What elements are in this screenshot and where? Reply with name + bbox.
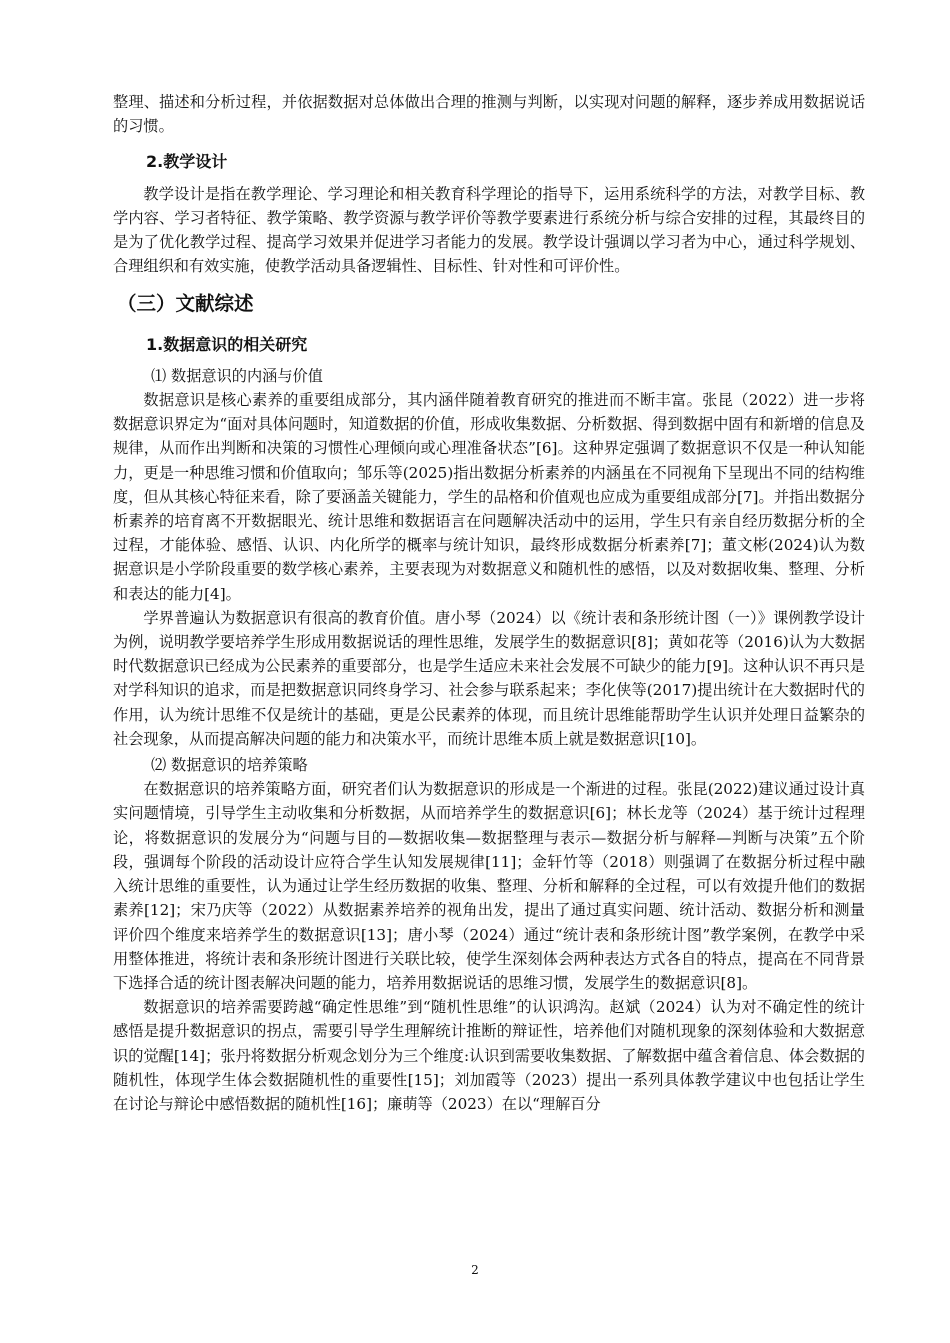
heading-data-awareness-research: 1.数据意识的相关研究 [146, 334, 308, 354]
paragraph-teaching-design: 教学设计是指在教学理论、学习理论和相关教育科学理论的指导下，运用系统科学的方法，对教学目标、教学内容、学习者特征、教学策略、教学资源与教学评价等教学要素进行系统分析与综合安排的过程，其最终目的是为了优化教学过程、提高学习效果并促进学习者能力的发展。教学设计强调以学习者为中心，通过科学规划、合理组织和有效实施，使教学活动具备逻辑性、目标性、针对性和可评价性。 [113, 184, 865, 276]
paragraph-strategy: 在数据意识的培养策略方面，研究者们认为数据意识的形成是一个渐进的过程。张昆(2022)建议通过设计真实问题情境，引导学生主动收集和分析数据，从而培养学生的数据意识[6]；林长龙等（2024）基于统计过程理论，将数据意识的发展分为“问题与目的—数据收集—数据整理与表示—数据分析与解释—判断与决策”五个阶段，强调每个阶段的活动设计应符合学生认知发展规律[11]；金轩竹等（2018）则强调了在数据分析过程中融入统计思维的重要性，认为通过让学生经历数据的收集、整理、分析和解释的全过程，可以有效提升他们的数据素养[12]；宋乃庆等（2022）从数据素养培养的视角出发，提出了通过真实问题、统计活动、数据分析和测量评价四个维度来培养学生的数据意识[13]；唐小琴（2024）通过“统计表和条形统计图”教学案例，在教学中采用整体推进，将统计表和条形统计图进行关联比较，使学生深刻体会两种表达方式各自的特点，提高在不同背景下选择合适的统计图表解决问题的能力，培养用数据说话的思维习惯，发展学生的数据意识[8]。 [113, 780, 865, 992]
heading-connotation-value: ⑴ 数据意识的内涵与价值 [151, 366, 323, 385]
heading-teaching-design: 2.教学设计 [146, 152, 228, 172]
page-number: 2 [471, 1263, 479, 1277]
heading-cultivation-strategy: ⑵ 数据意识的培养策略 [151, 756, 308, 775]
paragraph-value: 学界普遍认为数据意识有很高的教育价值。唐小琴（2024）以《统计表和条形统计图（一）》课例教学设计为例，说明教学要培养学生形成用数据说话的理性思维，发展学生的数据意识[8]；黄如花等（2016)认为大数据时代数据意识已经成为公民素养的重要部分，也是学生适应未来社会发展不可缺少的能力[9]。这种认识不再只是对学科知识的追求，而是把数据意识同终身学习、社会参与联系起来；李化侠等(2017)提出统计在大数据时代的作用，认为统计思维不仅是统计的基础，更是公民素养的体现，而且统计思维能帮助学生认识并处理日益繁杂的社会现象，从而提高解决问题的能力和决策水平，而统计思维本质上就是数据意识[10]。 [113, 608, 865, 748]
paragraph-connotation: 数据意识是核心素养的重要组成部分，其内涵伴随着教育研究的推进而不断丰富。张昆（2022）进一步将数据意识界定为“面对具体问题时，知道数据的价值，形成收集数据、分析数据、得到数据中固有和新增的信息及规律，从而作出判断和决策的习惯性心理倾向或心理准备状态”[6]。这种界定强调了数据意识不仅是一种认知能力，更是一种思维习惯和价值取向；邹乐等(2025)指出数据分析素养的内涵虽在不同视角下呈现出不同的结构维度，但从其核心特征来看，除了要涵盖关键能力，学生的品格和价值观也应成为重要组成部分[7]。并指出数据分析素养的培育离不开数据眼光、统计思维和数据语言在问题解决活动中的运用，学生只有亲自经历数据分析的全过程，才能体验、感悟、认识、内化所学的概率与统计知识，最终形成数据分析素养[7]；董文彬(2024)认为数据意识是小学阶段重要的数学核心素养，主要表现为对数据意义和随机性的感悟，以及对数据收集、整理、分析和表达的能力[4]。 [113, 391, 865, 603]
paragraph-randomness: 数据意识的培养需要跨越“确定性思维”到“随机性思维”的认识鸿沟。赵斌（2024）认为对不确定性的统计感悟是提升数据意识的拐点，需要引导学生理解统计推断的辩证性，培养他们对随机现象的深刻体验和大数据意识的觉醒[14]；张丹将数据分析观念划分为三个维度:认识到需要收集数据、了解数据中蕴含着信息、体会数据的随机性，体现学生体会数据随机性的重要性[15]；刘加霞等（2023）提出一系列具体教学建议中也包括让学生在讨论与辩论中感悟数据的随机性[16]；廉萌等（2023）在以“理解百分 [113, 998, 865, 1113]
paragraph-intro: 整理、描述和分析过程，并依据数据对总体做出合理的推测与判断，以实现对问题的解释，逐步养成用数据说话的习惯。 [113, 93, 865, 136]
page-body [113, 90, 865, 1116]
heading-literature-review: （三）文献综述 [117, 292, 254, 316]
